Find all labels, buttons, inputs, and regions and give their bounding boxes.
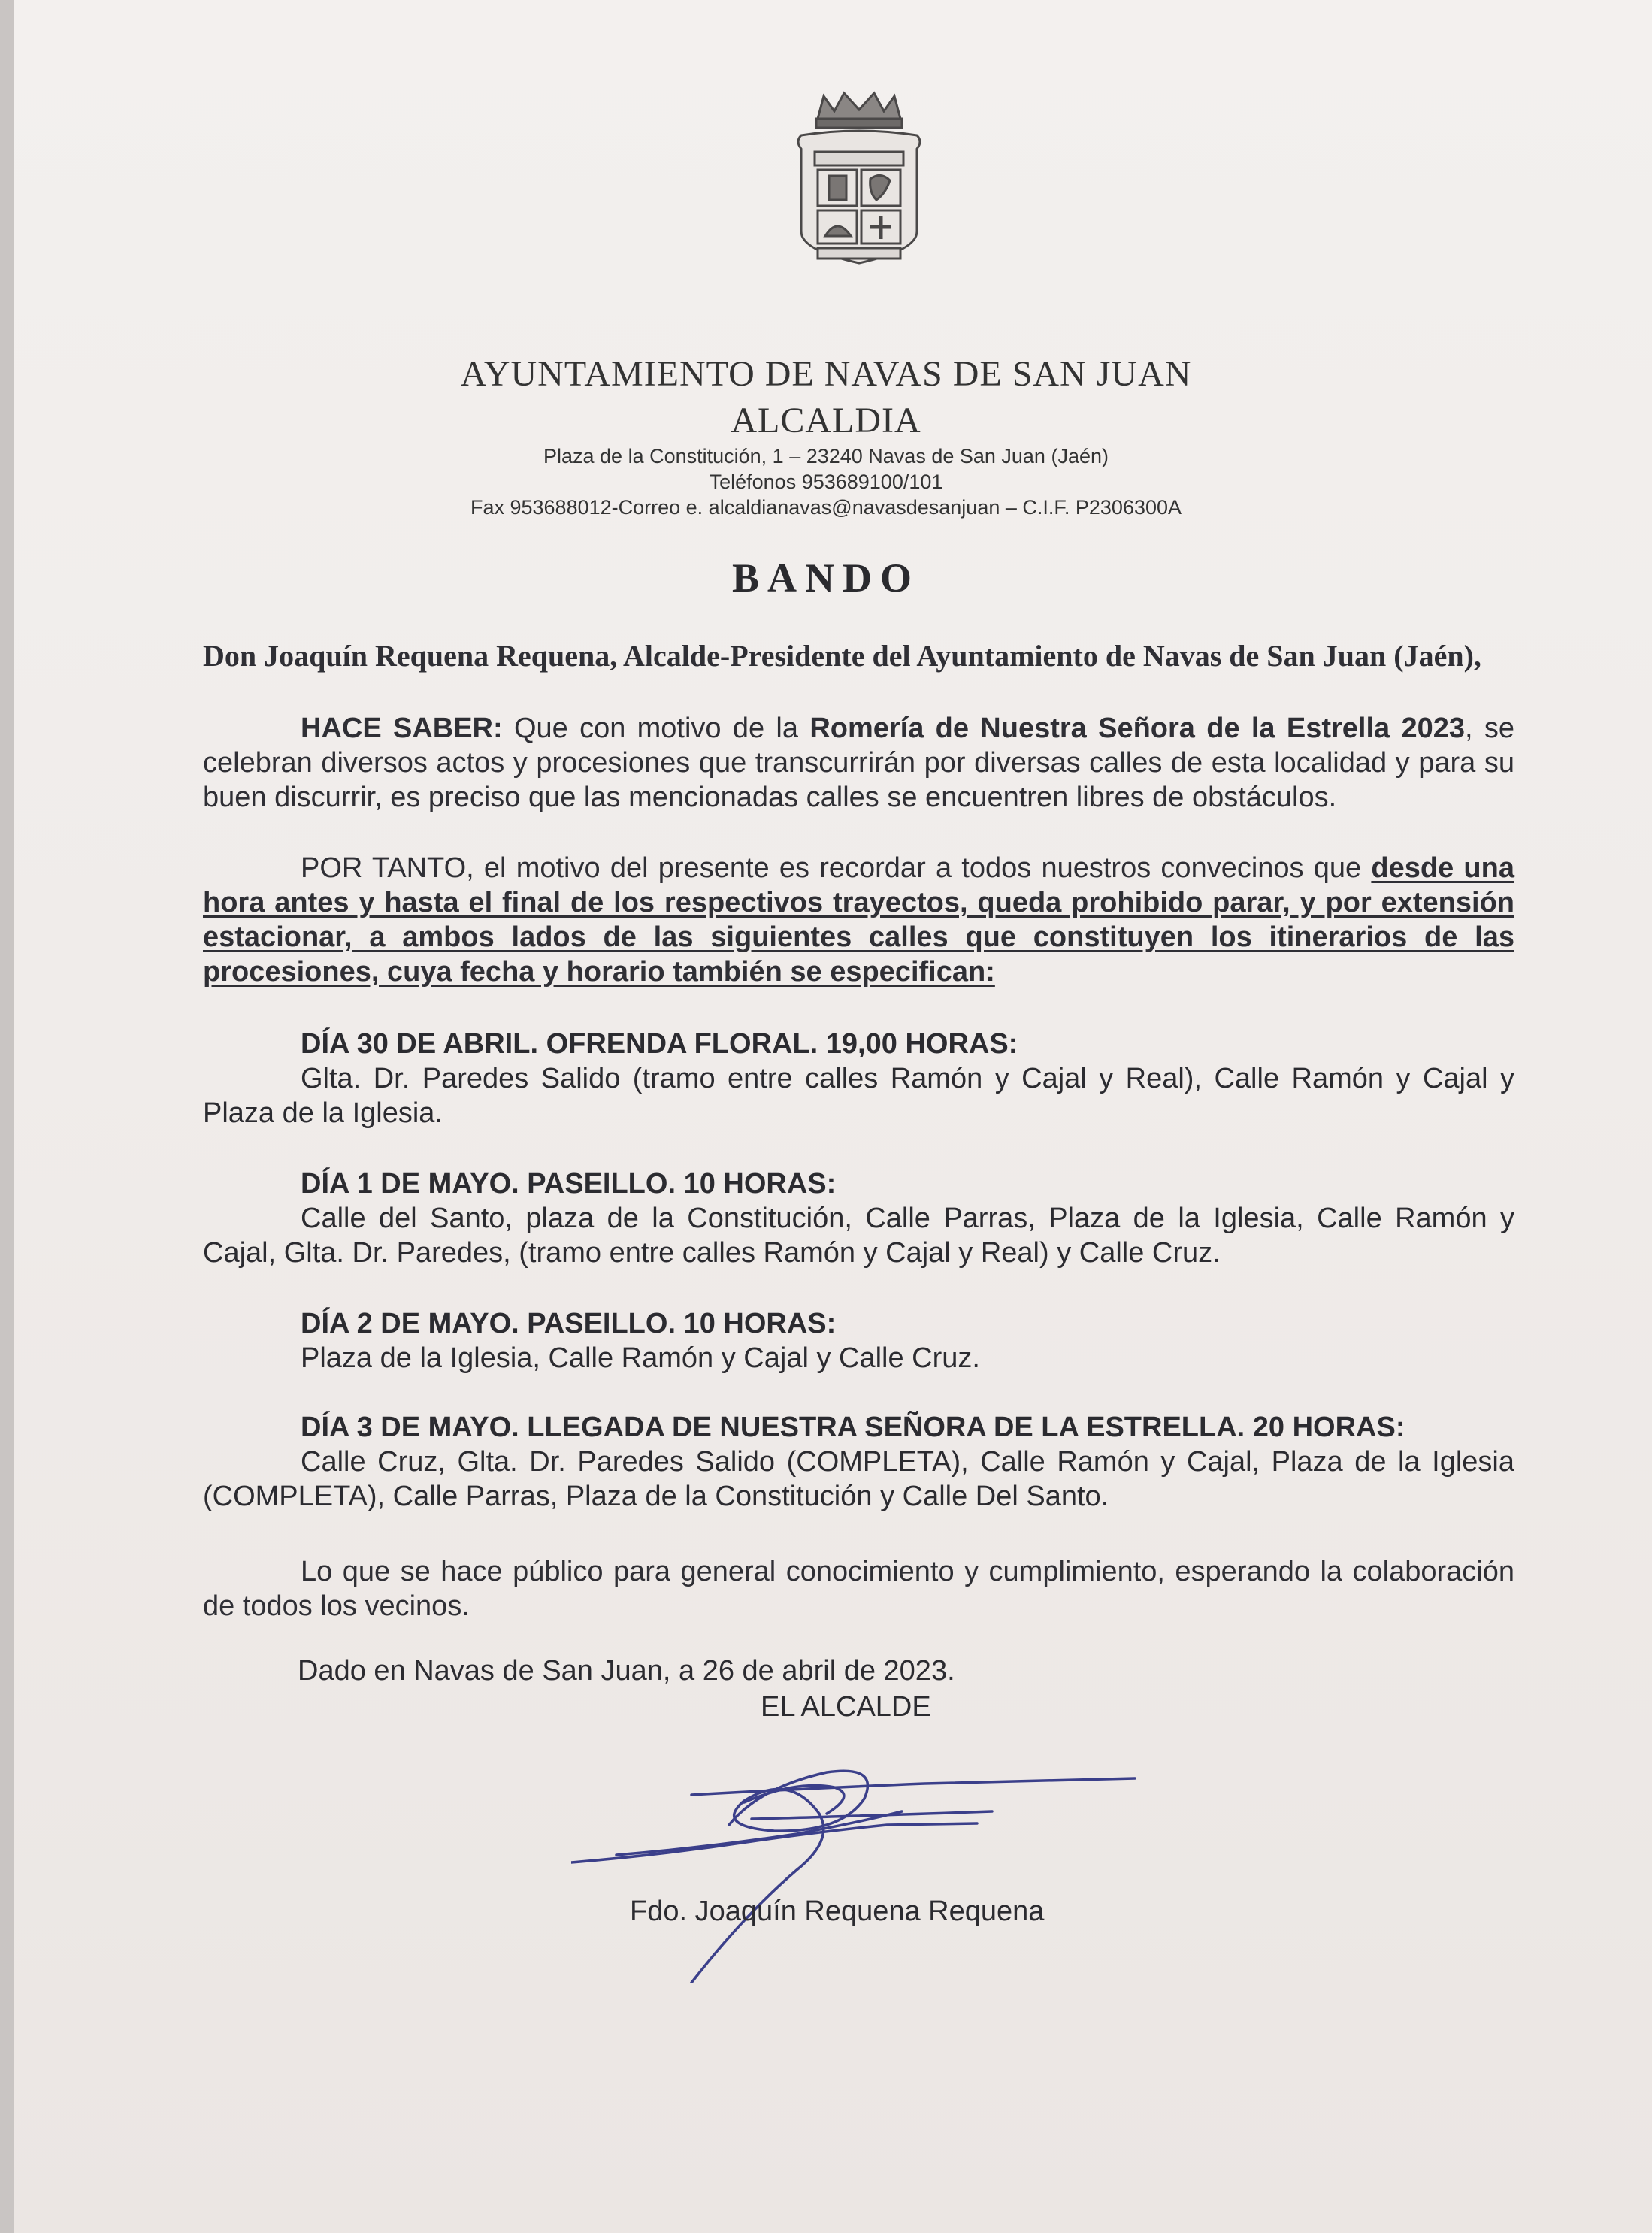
letterhead-title: AYUNTAMIENTO DE NAVAS DE SAN JUAN (460, 354, 1192, 394)
letterhead-subtitle: ALCALDIA (731, 401, 921, 440)
itinerary-streets: Calle Cruz, Glta. Dr. Paredes Salido (COMPLETA), Calle Ramón y Cajal, Plaza de la Iglesia (COMPLETA), Calle Parras, Plaza de la Constitución y Calle Del Santo. (203, 1446, 1514, 1512)
itinerary-heading: DÍA 3 DE MAYO. LLEGADA DE NUESTRA SEÑORA DE LA ESTRELLA. 20 HORAS: (301, 1412, 1405, 1443)
signed-by: Fdo. Joaquín Requena Requena (630, 1896, 1045, 1927)
itinerary-streets: Glta. Dr. Paredes Salido (tramo entre calles Ramón y Cajal y Real), Calle Ramón y Cajal y Plaza de la Iglesia. (203, 1063, 1514, 1129)
itinerary-streets: Calle del Santo, plaza de la Constitución, Calle Parras, Plaza de la Iglesia, Calle Ramón y Cajal, Glta. Dr. Paredes, (tramo entre calles Ramón y Cajal y Real) y Calle Cruz. (203, 1203, 1514, 1269)
page-edge (0, 0, 14, 2233)
hace-saber-paragraph (203, 711, 1514, 815)
date-line: Dado en Navas de San Juan, a 26 de abril de 2023. (298, 1655, 955, 1687)
signer-title: EL ALCALDE (761, 1691, 931, 1723)
por-tanto-paragraph (203, 851, 1514, 989)
event-name: Romería de Nuestra Señora de la Estrella 2023 (809, 713, 1466, 744)
closing-paragraph: Lo que se hace público para general conocimiento y cumplimiento, esperando la colaboración de todos los vecinos. (203, 1556, 1514, 1622)
letterhead-phones: Teléfonos 953689100/101 (709, 471, 943, 493)
hace-saber-label: HACE SABER: (301, 713, 503, 744)
itinerary-heading: DÍA 2 DE MAYO. PASEILLO. 10 HORAS: (301, 1308, 837, 1339)
itinerary-day-1 (203, 1027, 1514, 1130)
por-tanto-text: POR TANTO, el motivo del presente es recordar a todos nuestros convecinos que (301, 852, 1372, 884)
prohibition-text: desde una hora antes y hasta el final de los respectivos trayectos, queda prohibido parar, y por extensión estacionar, a ambos lados de las siguientes calles que constituyen los itinerarios de las procesiones, cuya fecha y horario también se especifican: (203, 852, 1514, 988)
signature-icon (571, 1742, 1142, 1983)
itinerary-day-2 (203, 1166, 1514, 1270)
hace-saber-text-b: , se celebran diversos actos y procesiones que transcurrirán por diversas calles de esta localidad y para su buen discurrir, es preciso que las mencionadas calles se encuentren libres de obstáculos. (203, 713, 1515, 813)
itinerary-streets: Plaza de la Iglesia, Calle Ramón y Cajal y Calle Cruz. (301, 1342, 980, 1374)
letterhead-address: Plaza de la Constitución, 1 – 23240 Navas de San Juan (Jaén) (543, 445, 1109, 467)
document-title: BANDO (731, 555, 920, 601)
itinerary-heading: DÍA 30 DE ABRIL. OFRENDA FLORAL. 19,00 HORAS: (301, 1028, 1018, 1060)
letterhead-fax-email: Fax 953688012-Correo e. alcaldianavas@navasdesanjuan – C.I.F. P2306300A (470, 496, 1182, 519)
intro-paragraph: Don Joaquín Requena Requena, Alcalde-Presidente del Ayuntamiento de Navas de San Juan (Jaén), (203, 639, 1481, 673)
hace-saber-text-a: Que con motivo de la (502, 713, 810, 744)
itinerary-day-3 (203, 1306, 1514, 1375)
coat-of-arms-icon (788, 89, 930, 271)
itinerary-day-4 (203, 1410, 1514, 1514)
itinerary-heading: DÍA 1 DE MAYO. PASEILLO. 10 HORAS: (301, 1168, 837, 1200)
